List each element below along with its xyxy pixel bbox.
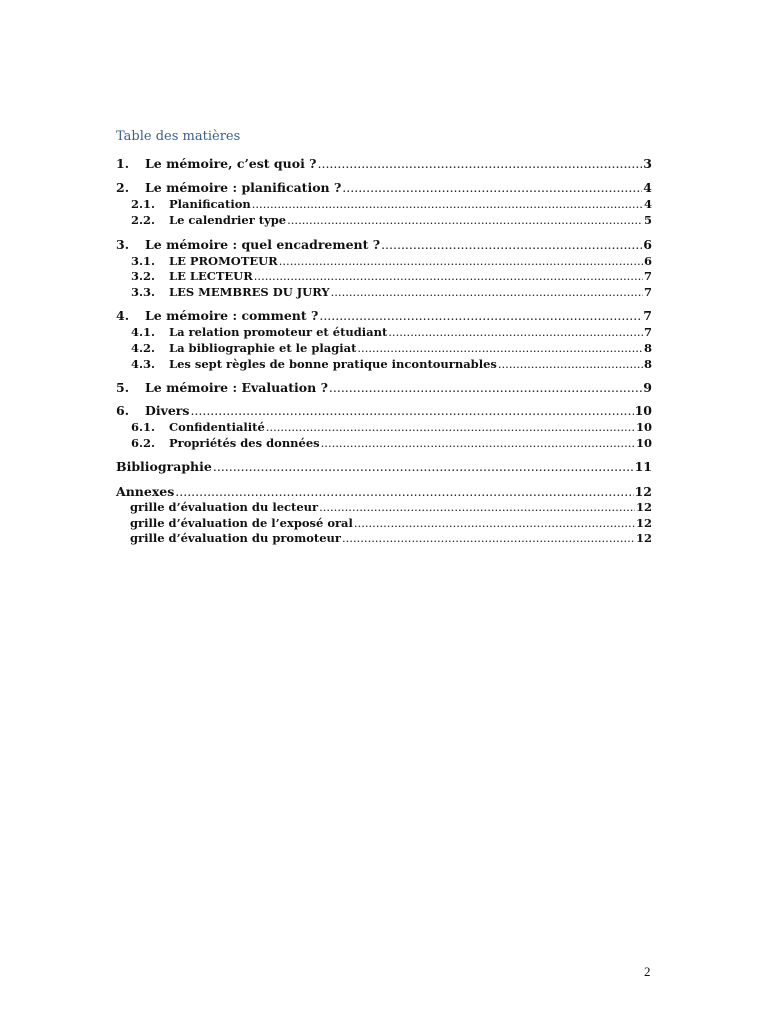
toc-dot-leader	[190, 403, 633, 418]
toc-entry-3-3[interactable]	[116, 285, 652, 299]
toc-dot-leader	[357, 341, 643, 355]
toc-entry-page: 12	[634, 484, 652, 499]
toc-entry-page: 9	[643, 380, 652, 395]
toc-entry-annexes[interactable]	[116, 484, 652, 499]
toc-entry-page: 7	[643, 325, 652, 339]
toc-entry-annexe-lecteur[interactable]	[116, 500, 652, 514]
toc-entry-number: 6.2.	[131, 436, 156, 450]
toc-dot-leader	[321, 436, 635, 450]
toc-entry-3[interactable]	[116, 237, 652, 252]
toc-entry-label: LE LECTEUR	[169, 269, 253, 283]
toc-entry-label: grille d’évaluation de l’exposé oral	[130, 516, 353, 530]
toc-entry-4-1[interactable]	[116, 325, 652, 339]
toc-entry-6[interactable]	[116, 403, 652, 418]
toc-entry-5[interactable]	[116, 380, 652, 395]
toc-entry-label: Le mémoire : comment ?	[145, 308, 319, 323]
toc-entry-label: Divers	[145, 403, 190, 418]
toc-title: Table des matières	[116, 129, 241, 144]
toc-entry-page: 11	[634, 459, 652, 474]
toc-entry-label: grille d’évaluation du promoteur	[130, 531, 341, 545]
toc-entry-number: 4.1.	[131, 325, 156, 339]
toc-entry-page: 12	[635, 531, 652, 545]
toc-entry-number: 3.3.	[131, 285, 156, 299]
toc-dot-leader	[354, 516, 635, 530]
toc-entry-number: 2.2.	[131, 213, 156, 227]
toc-dot-leader	[213, 459, 634, 474]
toc-entry-label: Annexes	[116, 484, 175, 499]
toc-dot-leader	[319, 500, 635, 514]
toc-entry-label: Planification	[169, 197, 251, 211]
toc-entry-number: 4.	[116, 308, 130, 323]
toc-entry-1[interactable]	[116, 156, 652, 171]
toc-entry-page: 7	[643, 285, 652, 299]
toc-entry-4[interactable]	[116, 308, 652, 323]
toc-dot-leader	[331, 285, 643, 299]
toc-entry-2-2[interactable]	[116, 213, 652, 227]
toc-entry-page: 7	[643, 308, 652, 323]
toc-entry-label: La relation promoteur et étudiant	[169, 325, 388, 339]
toc-entry-label: Confidentialité	[169, 420, 265, 434]
toc-entry-page: 6	[643, 237, 652, 252]
toc-entry-label: Le mémoire : quel encadrement ?	[145, 237, 381, 252]
toc-entry-page: 12	[635, 500, 652, 514]
toc-entry-page: 5	[643, 213, 652, 227]
toc-entry-number: 6.	[116, 403, 130, 418]
toc-dot-leader	[175, 484, 633, 499]
toc-entry-page: 8	[643, 341, 652, 355]
toc-dot-leader	[381, 237, 642, 252]
toc-entry-page: 4	[643, 197, 652, 211]
toc-entry-label: Bibliographie	[116, 459, 212, 474]
toc-entry-number: 5.	[116, 380, 130, 395]
toc-entry-label: Propriétés des données	[169, 436, 320, 450]
toc-entry-page: 4	[643, 180, 652, 195]
toc-entry-bibliographie[interactable]	[116, 459, 652, 474]
toc-entry-label: Le mémoire : Evaluation ?	[145, 380, 328, 395]
toc-entry-label: Le calendrier type	[169, 213, 287, 227]
toc-dot-leader	[329, 380, 642, 395]
toc-entry-page: 6	[643, 254, 652, 268]
toc-entry-page: 7	[643, 269, 652, 283]
toc-dot-leader	[319, 308, 642, 323]
toc-entry-number: 1.	[116, 156, 130, 171]
toc-dot-leader	[287, 213, 643, 227]
toc-entry-label: LE PROMOTEUR	[169, 254, 278, 268]
toc-dot-leader	[279, 254, 643, 268]
toc-entry-number: 3.1.	[131, 254, 156, 268]
toc-entry-label: La bibliographie et le plagiat	[169, 341, 357, 355]
toc-entry-page: 3	[643, 156, 652, 171]
toc-dot-leader	[318, 156, 643, 171]
toc-entry-number: 6.1.	[131, 420, 156, 434]
toc-entry-3-2[interactable]	[116, 269, 652, 283]
toc-entry-6-1[interactable]	[116, 420, 652, 434]
toc-entry-page: 10	[635, 436, 652, 450]
toc-entry-4-2[interactable]	[116, 341, 652, 355]
toc-entry-number: 4.2.	[131, 341, 156, 355]
toc-entry-6-2[interactable]	[116, 436, 652, 450]
toc-entry-label: grille d’évaluation du lecteur	[130, 500, 319, 514]
toc-entry-number: 2.1.	[131, 197, 156, 211]
toc-entry-label: Le mémoire : planification ?	[145, 180, 342, 195]
toc-entry-number: 3.	[116, 237, 130, 252]
toc-dot-leader	[266, 420, 635, 434]
toc-entry-number: 4.3.	[131, 357, 156, 371]
toc-entry-label: Le mémoire, c’est quoi ?	[145, 156, 317, 171]
toc-entry-annexe-promoteur[interactable]	[116, 531, 652, 545]
toc-entry-2-1[interactable]	[116, 197, 652, 211]
toc-dot-leader	[388, 325, 643, 339]
toc-entry-annexe-expose-oral[interactable]	[116, 516, 652, 530]
toc-entry-number: 3.2.	[131, 269, 156, 283]
toc-dot-leader	[254, 269, 643, 283]
toc-entry-2[interactable]	[116, 180, 652, 195]
toc-entry-number: 2.	[116, 180, 130, 195]
toc-entry-label: Les sept règles de bonne pratique incontournables	[169, 357, 497, 371]
toc-entry-page: 10	[635, 420, 652, 434]
toc-entry-page: 10	[634, 403, 652, 418]
toc-entry-3-1[interactable]	[116, 254, 652, 268]
toc-entry-4-3[interactable]	[116, 357, 652, 371]
toc-entry-label: LES MEMBRES DU JURY	[169, 285, 330, 299]
page-number: 2	[644, 964, 651, 979]
toc-entry-page: 8	[643, 357, 652, 371]
toc-dot-leader	[342, 531, 635, 545]
toc-entry-page: 12	[635, 516, 652, 530]
toc-dot-leader	[252, 197, 643, 211]
toc-dot-leader	[498, 357, 643, 371]
toc-dot-leader	[342, 180, 642, 195]
